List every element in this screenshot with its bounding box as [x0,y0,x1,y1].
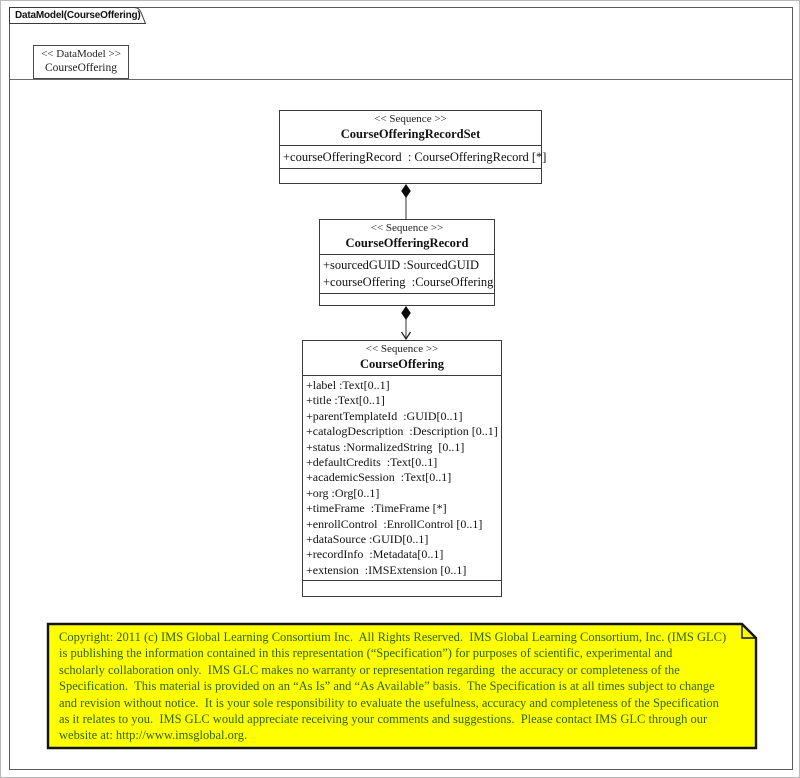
attribute: +catalogDescription :Description [0..1] [306,424,498,439]
class-operations-empty [320,293,494,305]
class-attributes [303,375,501,580]
copyright-note [46,622,758,750]
class-operations-empty [303,580,501,596]
attribute: +label :Text[0..1] [306,378,390,392]
class-courseofferingrecordset [279,110,547,184]
attribute: +defaultCredits :Text[0..1] [306,455,438,470]
copyright-line: Specification. This material is provided on an “As Is” and “As Available” basis. The Specification is at all times subject to change [59,679,715,694]
frame-tab-label: DataModel(CourseOffering) [15,10,141,21]
class-header [303,341,501,375]
class-courseofferingrecord [319,219,495,306]
attribute: +title :Text[0..1] [306,393,385,408]
class-header [280,111,541,145]
copyright-line: as it relates to you. IMS GLC would appreciate receiving your comments and suggestions. Please contact IMS GLC through our [59,712,708,727]
composition-connector-recordset-record [397,183,415,220]
class-header [320,220,494,254]
class-attributes [280,145,547,168]
class-name: CourseOffering [359,357,444,371]
copyright-text [59,629,742,744]
composition-diamond-icon [401,184,411,198]
attribute: +recordInfo :Metadata[0..1] [306,547,444,562]
copyright-line: and revision without notice. It is your sole responsibility to evaluate the usefulness, accuracy and completeness of the Specification [59,695,719,710]
composition-connector-record-offering [397,305,415,340]
class-stereotype: << Sequence >> [370,222,444,234]
model-name: CourseOffering [45,62,117,74]
frame-header-divider [10,79,792,80]
copyright-line: is publishing the information contained in this representation (“Specification”) for purposes of scientific, experimental and [59,646,673,661]
copyright-line: Copyright: 2011 (c) IMS Global Learning Consortium Inc. All Rights Reserved. IMS Global Learning Consortium, Inc. (IMS GLC) [59,630,727,644]
class-name: CourseOfferingRecord [345,236,469,250]
class-name: CourseOfferingRecordSet [340,127,481,141]
attribute: +courseOfferingRecord : CourseOfferingRecord [*] [283,150,547,164]
attribute: +extension :IMSExtension [0..1] [306,562,467,577]
class-stereotype: << Sequence >> [374,113,447,125]
model-stereotype: << DataModel >> [41,48,121,60]
attribute: +academicSession :Text[0..1] [306,470,452,485]
attribute: +parentTemplateId :GUID[0..1] [306,408,463,423]
model-header-box [33,45,129,79]
composition-diamond-icon [401,306,411,320]
attribute: +org :Org[0..1] [306,485,380,500]
attribute: +sourcedGUID :SourcedGUID [323,258,479,272]
copyright-line: scholarly collaboration only. IMS GLC makes no warranty or representation regarding the accuracy or completeness of the [59,662,680,677]
class-courseoffering [302,340,502,597]
class-stereotype: << Sequence >> [365,343,439,355]
class-attributes [320,254,494,293]
attribute: +timeFrame :TimeFrame [*] [306,501,447,516]
copyright-line: website at: http://www.imsglobal.org. [59,728,248,743]
attribute: +courseOffering :CourseOffering [323,275,494,289]
class-operations-empty [280,168,541,183]
attribute: +dataSource :GUID[0..1] [306,532,429,547]
attribute: +status :NormalizedString [0..1] [306,439,465,454]
attribute: +enrollControl :EnrollControl [0..1] [306,516,483,531]
